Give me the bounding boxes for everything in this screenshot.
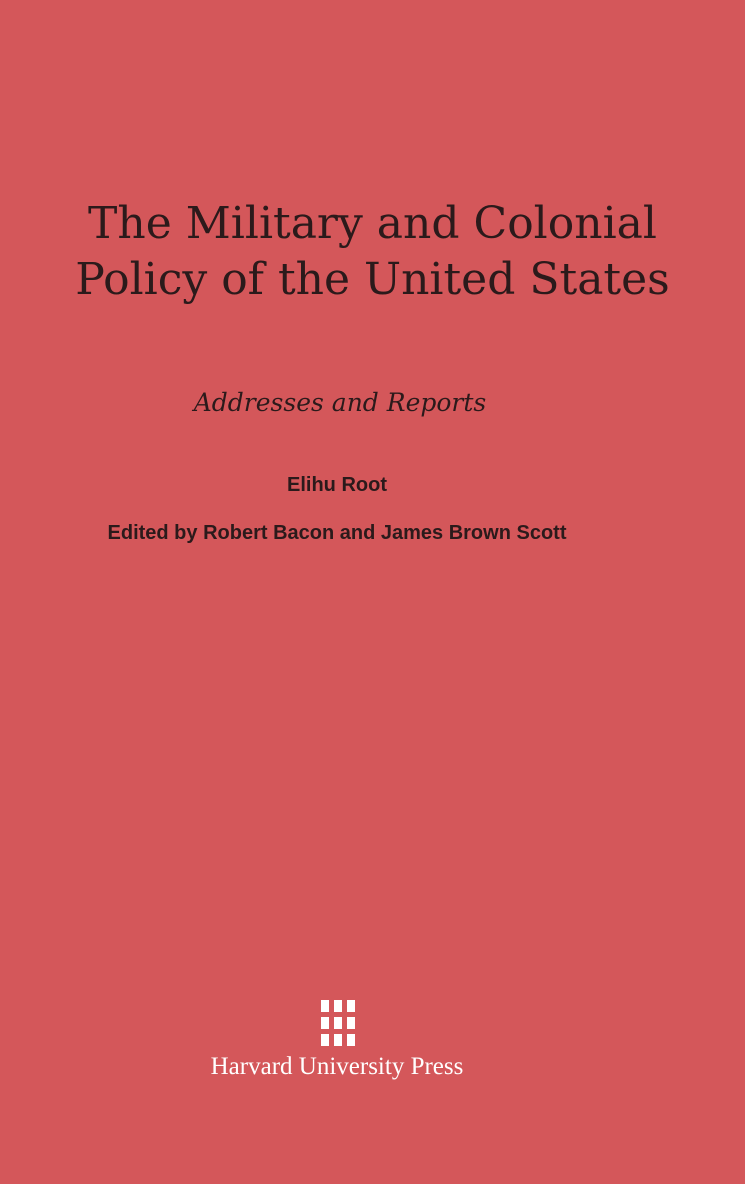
logo-bar (347, 1034, 355, 1046)
book-editors: Edited by Robert Bacon and James Brown Scott (107, 522, 567, 544)
harvard-press-veritas-bars-icon (321, 1000, 355, 1046)
logo-bar (347, 1000, 355, 1012)
logo-bar (347, 1017, 355, 1029)
logo-bar (334, 1000, 342, 1012)
logo-bar (321, 1034, 329, 1046)
logo-column-right (347, 1000, 355, 1046)
logo-bar (334, 1017, 342, 1029)
publisher-name: Harvard University Press (210, 1053, 464, 1080)
logo-column-left (321, 1000, 329, 1046)
book-title-line-2: Policy of the United States (75, 254, 670, 305)
logo-column-middle (334, 1000, 342, 1046)
logo-bar (321, 1000, 329, 1012)
book-title (0, 196, 745, 308)
book-subtitle: Addresses and Reports (193, 388, 487, 417)
book-author: Elihu Root (287, 474, 387, 496)
logo-bar (334, 1034, 342, 1046)
logo-bar (321, 1017, 329, 1029)
book-title-line-1: The Military and Colonial (88, 198, 657, 249)
